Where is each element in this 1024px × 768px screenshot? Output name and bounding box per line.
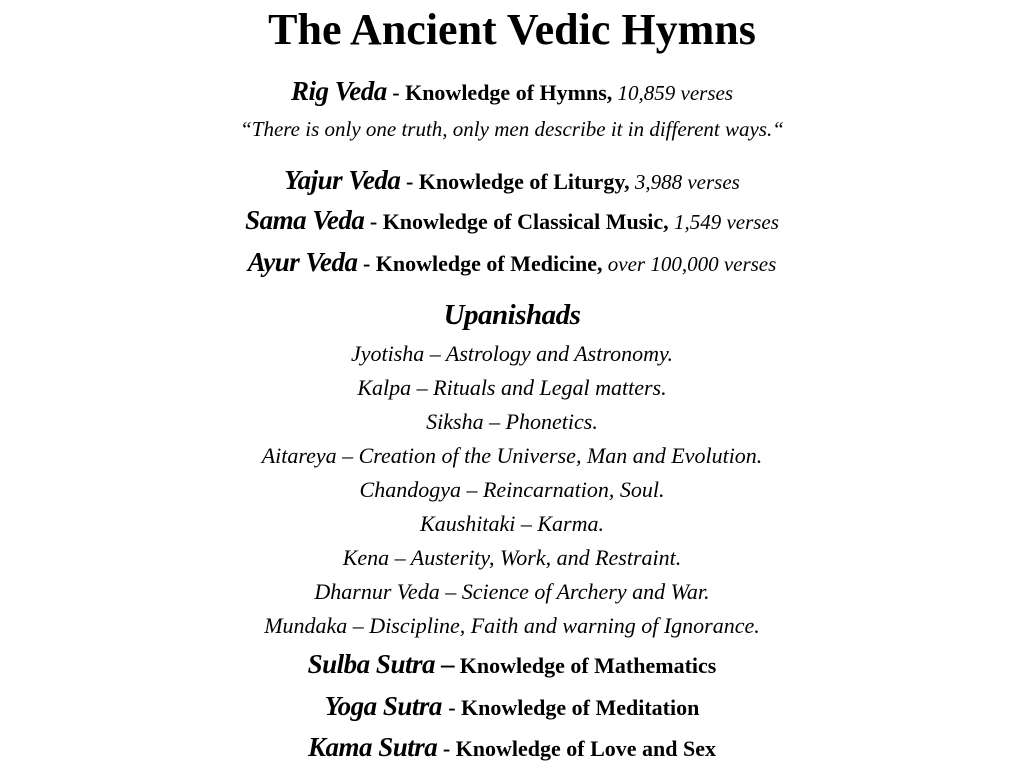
- upanishad-item: Siksha – Phonetics.: [426, 409, 598, 434]
- quote: “There is only one truth, only men describe it in different ways.“: [240, 117, 784, 141]
- veda-description: Knowledge of Medicine,: [375, 251, 603, 276]
- veda-name: Ayur Veda: [247, 247, 358, 277]
- veda-verses: 3,988 verses: [629, 170, 740, 194]
- veda-line-ayur: [0, 245, 1024, 284]
- upanishad-item: Jyotisha – Astrology and Astronomy.: [350, 341, 674, 366]
- veda-verses: over 100,000 verses: [602, 252, 777, 276]
- upanishad-item: Mundaka – Discipline, Faith and warning of Ignorance.: [264, 613, 760, 638]
- sutra-name: Yoga Sutra: [324, 691, 449, 721]
- upanishad-item: Kena – Austerity, Work, and Restraint.: [342, 545, 682, 570]
- veda-line-yajur: [0, 163, 1024, 202]
- veda-separator: -: [386, 80, 406, 105]
- sutra-line-yoga: [0, 688, 1024, 729]
- veda-description: Knowledge of Hymns,: [405, 80, 613, 105]
- veda-line-rig: [0, 74, 1024, 113]
- veda-description: Knowledge of Classical Music,: [382, 209, 669, 234]
- sutra-line-sulba: [0, 646, 1024, 687]
- page-title: The Ancient Vedic Hymns: [268, 5, 756, 54]
- sutra-description: Knowledge of Mathematics: [454, 653, 717, 678]
- veda-verses: 1,549 verses: [668, 210, 779, 234]
- veda-separator: -: [364, 209, 383, 234]
- veda-line-sama: [0, 203, 1024, 242]
- upanishad-item: Aitareya – Creation of the Universe, Man and Evolution.: [261, 443, 763, 468]
- veda-name: Rig Veda: [290, 76, 387, 106]
- sutra-line-kama: [0, 729, 1024, 768]
- upanishad-item: Kaushitaki – Karma.: [420, 511, 604, 536]
- sutra-description: - Knowledge of Meditation: [448, 695, 700, 720]
- veda-name: Yajur Veda: [284, 165, 401, 195]
- upanishads-heading: Upanishads: [443, 299, 581, 331]
- veda-verses: 10,859 verses: [612, 81, 733, 105]
- sutra-name: Sulba Sutra –: [307, 649, 455, 679]
- veda-description: Knowledge of Liturgy,: [418, 169, 630, 194]
- upanishad-item: Kalpa – Rituals and Legal matters.: [357, 375, 667, 400]
- upanishad-item: Chandogya – Reincarnation, Soul.: [359, 477, 665, 502]
- veda-separator: -: [400, 169, 419, 194]
- upanishad-item: Dharnur Veda – Science of Archery and War.: [314, 579, 710, 604]
- sutra-description: - Knowledge of Love and Sex: [437, 736, 716, 761]
- veda-separator: -: [357, 251, 376, 276]
- sutra-name: Kama Sutra: [308, 732, 438, 762]
- veda-name: Sama Veda: [245, 205, 365, 235]
